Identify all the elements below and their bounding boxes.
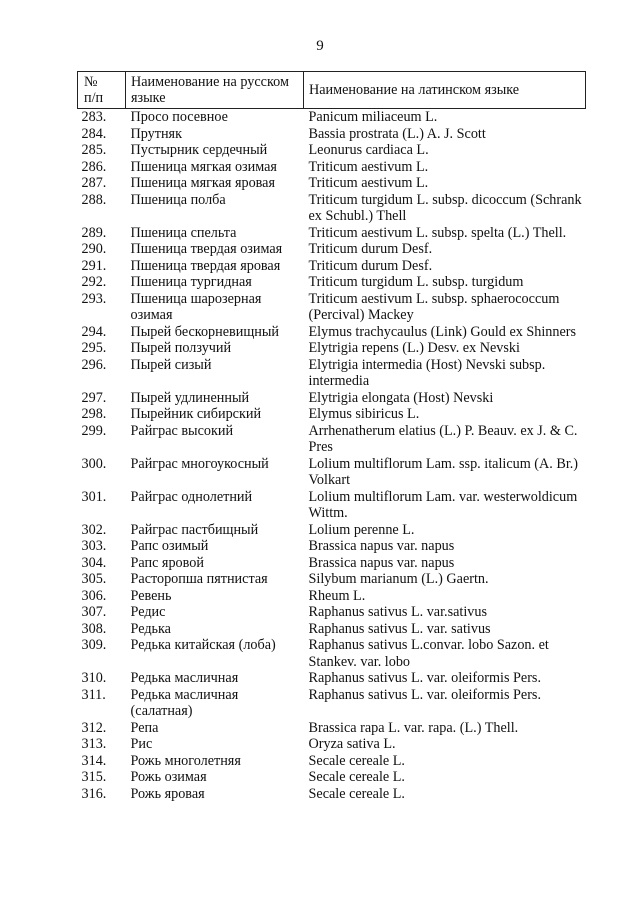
- russian-name-cell: Редька масличная: [130, 670, 239, 686]
- latin-name-cell: Lolium perenne L.: [308, 521, 415, 538]
- row-number: 300.: [81, 455, 107, 472]
- latin-name-cell: Brassica napus var. napus: [308, 554, 455, 571]
- row-number: 286.: [81, 158, 107, 175]
- latin-name-cell: Panicum miliaceum L.: [308, 109, 438, 125]
- row-number: 301.: [81, 488, 107, 505]
- russian-name-cell: Пырей сизый: [130, 356, 212, 373]
- row-number: 314.: [81, 752, 107, 769]
- latin-name-cell: Elytrigia elongata (Host) Nevski: [308, 389, 494, 406]
- russian-name-cell: Пшеница шарозерная озимая: [130, 290, 262, 323]
- russian-name-cell: Пустырник сердечный: [130, 142, 268, 158]
- column-header-number-abbr: п/п: [84, 90, 104, 106]
- table-row: [78, 769, 586, 786]
- russian-name-cell: Репа: [130, 719, 159, 736]
- row-number: 294.: [81, 323, 107, 340]
- table-row: [78, 687, 586, 720]
- russian-name-cell: Рис: [130, 736, 153, 752]
- latin-name-cell: Triticum durum Desf.: [308, 257, 433, 274]
- species-table: [77, 71, 586, 802]
- table-row: [78, 621, 586, 638]
- row-number: 305.: [81, 571, 107, 587]
- latin-name-cell: Secale cereale L.: [308, 769, 405, 785]
- column-header-number: [78, 72, 126, 109]
- row-number: 298.: [81, 406, 107, 422]
- row-number: 307.: [81, 604, 107, 620]
- table-row: [78, 291, 586, 324]
- table-row: [78, 423, 586, 456]
- row-number: 315.: [81, 769, 107, 785]
- table-row: [78, 753, 586, 770]
- latin-name-cell: Brassica rapa L. var. rapa. (L.) Thell.: [308, 719, 519, 736]
- russian-name-cell: Рапс озимый: [130, 538, 209, 554]
- table-row: [78, 456, 586, 489]
- row-number: 297.: [81, 389, 107, 406]
- russian-name-cell: Пшеница тургидная: [130, 274, 252, 290]
- row-number: 292.: [81, 274, 107, 290]
- table-row: [78, 357, 586, 390]
- table-row: [78, 241, 586, 258]
- latin-name-cell: Secale cereale L.: [308, 752, 405, 769]
- row-number: 290.: [81, 241, 107, 257]
- table-row: [78, 670, 586, 687]
- page-number: 9: [316, 38, 324, 54]
- latin-name-cell: Elytrigia intermedia (Host) Nevski subsp. intermedia: [308, 356, 546, 389]
- russian-name-cell: Райграс многоукосный: [130, 455, 269, 472]
- row-number: 291.: [81, 257, 107, 274]
- row-number: 316.: [81, 785, 107, 802]
- russian-name-cell: Просо посевное: [130, 109, 228, 125]
- russian-name-cell: Пырей бескорневищный: [130, 323, 279, 340]
- latin-name-cell: Secale cereale L.: [308, 785, 405, 802]
- russian-name-cell: Пшеница полба: [130, 191, 226, 208]
- latin-name-cell: Triticum turgidum L. subsp. dicoccum (Schrank ex Schubl.) Thell: [308, 191, 582, 224]
- latin-name-cell: Triticum durum Desf.: [308, 241, 433, 257]
- table-row: [78, 736, 586, 753]
- table-row: [78, 489, 586, 522]
- row-number: 306.: [81, 587, 107, 604]
- row-number: 283.: [81, 109, 107, 125]
- latin-name-cell: Oryza sativa L.: [308, 736, 396, 752]
- table-header: [78, 72, 586, 109]
- row-number: 308.: [81, 620, 107, 637]
- table-row: [78, 340, 586, 357]
- table-row: [78, 175, 586, 192]
- table-row: [78, 522, 586, 539]
- row-number: 288.: [81, 191, 107, 208]
- russian-name-cell: Редька китайская (лоба): [130, 637, 276, 653]
- russian-name-cell: Райграс высокий: [130, 422, 234, 439]
- row-number: 309.: [81, 637, 107, 653]
- row-number: 312.: [81, 719, 107, 736]
- russian-name-cell: Райграс пастбищный: [130, 521, 259, 538]
- table-row: [78, 225, 586, 242]
- latin-name-cell: Triticum aestivum L.: [308, 175, 429, 191]
- row-number: 296.: [81, 356, 107, 373]
- russian-name-cell: Рожь многолетняя: [130, 752, 241, 769]
- table-row: [78, 159, 586, 176]
- russian-name-cell: Пшеница мягкая яровая: [130, 175, 276, 191]
- row-number: 287.: [81, 175, 107, 191]
- latin-name-cell: Elymus trachycaulus (Link) Gould ex Shinners: [308, 323, 577, 340]
- column-header-russian-name: Наименование на русском языке: [126, 72, 304, 109]
- russian-name-cell: Рожь озимая: [130, 769, 207, 785]
- table-row: [78, 109, 586, 126]
- latin-name-cell: Triticum turgidum L. subsp. turgidum: [308, 274, 524, 290]
- table-row: [78, 555, 586, 572]
- row-number: 310.: [81, 670, 107, 686]
- table-row: [78, 142, 586, 159]
- latin-name-cell: Lolium multiflorum Lam. var. westerwoldicum Wittm.: [308, 488, 578, 521]
- russian-name-cell: Прутняк: [130, 125, 182, 142]
- latin-name-cell: Raphanus sativus L. var. sativus: [308, 620, 491, 637]
- table-row: [78, 258, 586, 275]
- russian-name-cell: Редис: [130, 604, 166, 620]
- russian-name-cell: Пырей удлиненный: [130, 389, 250, 406]
- russian-name-cell: Райграс однолетний: [130, 488, 253, 505]
- latin-name-cell: Arrhenatherum elatius (L.) P. Beauv. ex J. & C. Pres: [308, 422, 578, 455]
- table-row: [78, 324, 586, 341]
- column-header-number-symbol: №: [84, 73, 98, 90]
- table-row: [78, 588, 586, 605]
- latin-name-cell: Triticum aestivum L.: [308, 158, 429, 175]
- row-number: 302.: [81, 521, 107, 538]
- row-number: 284.: [81, 125, 107, 142]
- russian-name-cell: Ревень: [130, 587, 172, 604]
- table-row: [78, 390, 586, 407]
- russian-name-cell: Пшеница мягкая озимая: [130, 158, 277, 175]
- table-row: [78, 126, 586, 143]
- latin-name-cell: Bassia prostrata (L.) A. J. Scott: [308, 125, 486, 142]
- latin-name-cell: Lolium multiflorum Lam. ssp. italicum (A. Br.) Volkart: [308, 455, 579, 488]
- latin-name-cell: Raphanus sativus L. var. oleiformis Pers.: [308, 686, 541, 703]
- latin-name-cell: Raphanus sativus L. var.sativus: [308, 604, 488, 620]
- row-number: 304.: [81, 554, 107, 571]
- row-number: 299.: [81, 422, 107, 439]
- column-header-latin-name: Наименование на латинском языке: [304, 72, 586, 109]
- table-header-row: [78, 72, 586, 109]
- table-row: [78, 192, 586, 225]
- russian-name-cell: Пшеница твердая озимая: [130, 241, 283, 257]
- table-row: [78, 571, 586, 588]
- latin-name-cell: Triticum aestivum L. subsp. sphaerococcum (Percival) Mackey: [308, 290, 560, 323]
- latin-name-cell: Elymus sibiricus L.: [308, 406, 420, 422]
- russian-name-cell: Редька: [130, 620, 171, 637]
- latin-name-cell: Raphanus sativus L.convar. lobo Sazon. et Stankev. var. lobo: [308, 637, 549, 670]
- russian-name-cell: Расторопша пятнистая: [130, 571, 268, 587]
- row-number: 313.: [81, 736, 107, 752]
- table-body: [78, 109, 586, 803]
- species-table-container: [77, 71, 585, 802]
- table-row: [78, 604, 586, 621]
- table-row: [78, 786, 586, 803]
- russian-name-cell: Рожь яровая: [130, 785, 205, 802]
- table-row: [78, 406, 586, 423]
- row-number: 285.: [81, 142, 107, 158]
- table-row: [78, 720, 586, 737]
- row-number: 293.: [81, 290, 107, 307]
- latin-name-cell: Raphanus sativus L. var. oleiformis Pers.: [308, 670, 541, 686]
- latin-name-cell: Brassica napus var. napus: [308, 538, 455, 554]
- row-number: 311.: [81, 686, 106, 703]
- latin-name-cell: Rheum L.: [308, 587, 366, 604]
- row-number: 295.: [81, 340, 107, 356]
- latin-name-cell: Silybum marianum (L.) Gaertn.: [308, 571, 489, 587]
- table-row: [78, 538, 586, 555]
- russian-name-cell: Пшеница спельта: [130, 224, 237, 241]
- russian-name-cell: Пырейник сибирский: [130, 406, 262, 422]
- russian-name-cell: Пырей ползучий: [130, 340, 232, 356]
- latin-name-cell: Elytrigia repens (L.) Desv. ex Nevski: [308, 340, 520, 356]
- table-row: [78, 274, 586, 291]
- row-number: 303.: [81, 538, 107, 554]
- russian-name-cell: Рапс яровой: [130, 554, 204, 571]
- latin-name-cell: Leonurus cardiaca L.: [308, 142, 429, 158]
- russian-name-cell: Пшеница твердая яровая: [130, 257, 281, 274]
- row-number: 289.: [81, 224, 107, 241]
- table-row: [78, 637, 586, 670]
- latin-name-cell: Triticum aestivum L. subsp. spelta (L.) Thell.: [308, 224, 567, 241]
- russian-name-cell: Редька масличная (салатная): [130, 686, 239, 719]
